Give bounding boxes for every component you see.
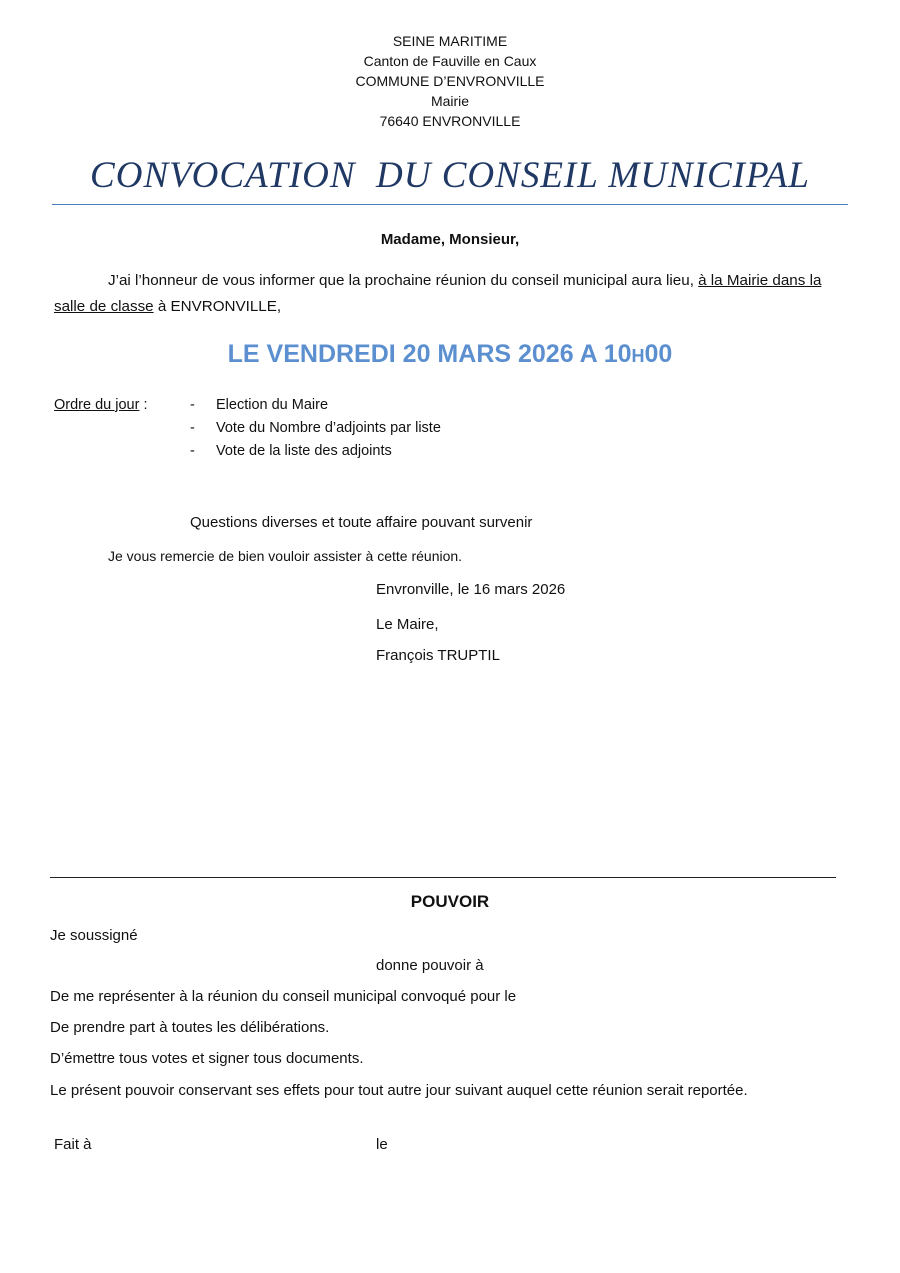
header-department: SEINE MARITIME — [392, 33, 508, 49]
agenda-label — [54, 394, 148, 416]
pouvoir-date-label: le — [376, 1136, 388, 1153]
signature-name: François TRUPTIL — [376, 647, 500, 664]
meeting-date — [0, 335, 900, 375]
thanks-line: Je vous remercie de bien vouloir assister à cette réunion. — [108, 548, 463, 564]
agenda-bullet: - — [190, 420, 195, 436]
pouvoir-validity: Le présent pouvoir conservant ses effets pour tout autre jour suivant auquel cette réunion serait reportée. — [50, 1082, 748, 1099]
agenda-item — [190, 394, 328, 416]
pouvoir-gives-power: donne pouvoir à — [376, 957, 484, 974]
meeting-date-minutes: 00 — [644, 340, 673, 368]
agenda-label-colon: : — [139, 397, 148, 413]
pouvoir-deliberations: De prendre part à toutes les délibérations. — [50, 1019, 330, 1036]
meeting-date-hour-marker: H — [631, 346, 645, 366]
document-title: CONVOCATION DU CONSEIL MUNICIPAL — [90, 155, 810, 196]
pouvoir-represent: De me représenter à la réunion du conseil municipal convoqué pour le — [50, 988, 517, 1005]
header-mairie: Mairie — [430, 93, 470, 109]
section-separator — [50, 877, 836, 878]
pouvoir-votes: D’émettre tous votes et signer tous documents. — [50, 1050, 364, 1067]
header-canton: Canton de Fauville en Caux — [363, 53, 537, 69]
agenda-item-text: Vote du Nombre d’adjoints par liste — [216, 420, 441, 436]
agenda-bullet: - — [190, 443, 195, 459]
agenda-label-text: Ordre du jour — [54, 397, 140, 413]
title-underline-divider — [52, 204, 848, 205]
agenda-item — [190, 417, 441, 439]
pouvoir-fait-a: Fait à — [54, 1136, 92, 1153]
meeting-place: à la Mairie dans la salle de classe — [54, 272, 822, 315]
header-commune: COMMUNE D’ENVRONVILLE — [355, 73, 545, 89]
agenda-item — [190, 440, 392, 462]
header-postal-address: 76640 ENVRONVILLE — [379, 113, 521, 129]
questions-diverses: Questions diverses et toute affaire pouvant survenir — [190, 514, 533, 531]
agenda-bullet: - — [190, 397, 195, 413]
intro-paragraph — [54, 268, 846, 320]
agenda-item-text: Election du Maire — [216, 397, 329, 413]
signature-role: Le Maire, — [376, 616, 439, 633]
meeting-date-main: LE VENDREDI 20 MARS 2026 A 10 — [227, 340, 632, 368]
pouvoir-title: POUVOIR — [410, 892, 490, 911]
salutation: Madame, Monsieur, — [380, 231, 520, 248]
intro-text-end: à ENVRONVILLE, — [153, 298, 282, 315]
pouvoir-undersigned: Je soussigné — [50, 927, 138, 944]
intro-text-start: J’ai l’honneur de vous informer que la prochaine réunion du conseil municipal aura lieu, — [108, 272, 699, 289]
signature-place-date: Envronville, le 16 mars 2026 — [376, 581, 566, 598]
agenda-item-text: Vote de la liste des adjoints — [216, 443, 392, 459]
